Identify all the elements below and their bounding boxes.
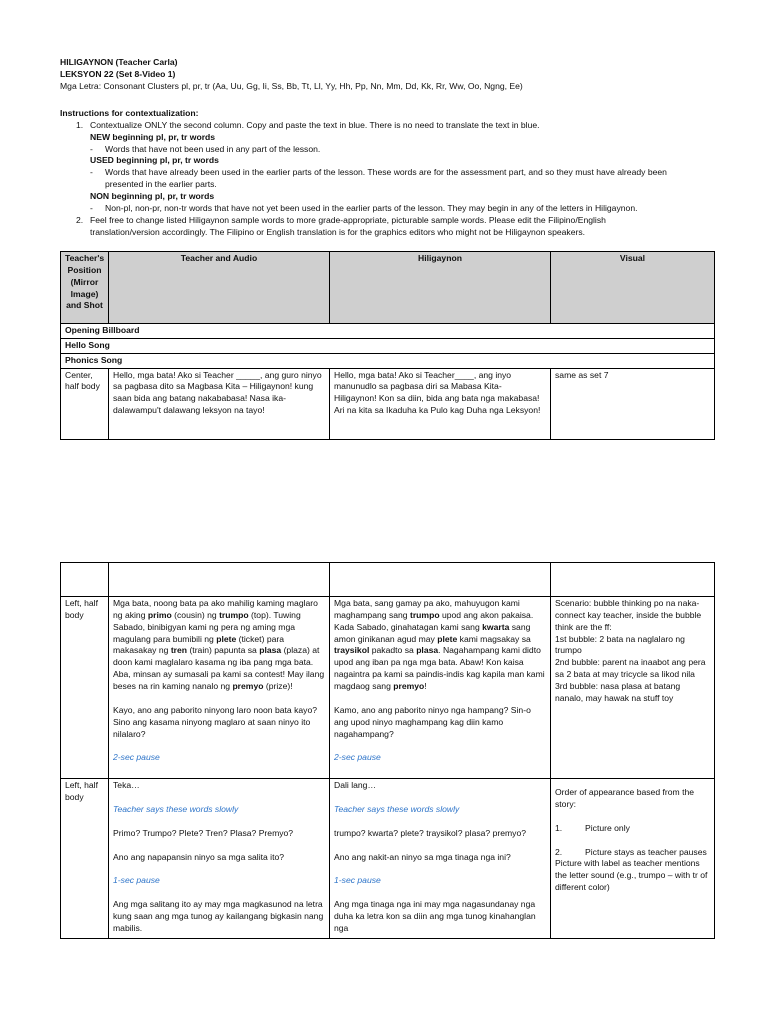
instruction-item-2-cont: translation/version accordingly. The Filipino or English translation is for the graphics editors who might not be Hiligaynon speakers. (90, 226, 586, 237)
col-header-visual: Visual (551, 252, 715, 324)
cell-hiligaynon: Hello, mga bata! Ako si Teacher____, ang inyo manunudlo sa pagbasa diri sa Mabasa Kita- Hiligaynon! Kon sa diin, bida ang bata nga makabasa! Ari na kita sa Ikaduha ka Pulo kag Duha nga Leksyon! (330, 368, 551, 439)
table-row (61, 338, 715, 353)
instruction-item-1: 1. Contextualize ONLY the second column. Copy and paste the text in blue. There is no need to translate the text in blue. (76, 119, 540, 130)
instruction-item-2: 2. Feel free to change listed Hiligaynon sample words to more grade-appropriate, picturable sample words. Please edit the Filipino/English (76, 214, 606, 225)
table-row (61, 368, 715, 439)
non-words-heading: NON beginning pl, pr, tr words (90, 191, 215, 202)
table-row (61, 324, 715, 339)
table-row (61, 353, 715, 368)
cell-position: Left, half body (61, 779, 109, 939)
table-row (61, 779, 715, 939)
cell-hiligaynon: Mga bata, sang gamay pa ako, mahuyugon kami maghampang sang trumpo upod ang akon pakaisa. Kada Sabado, ginahatagan kami sang kwarta sang amon ginikanan agud may plete kami magsakay sa traysikol pakadto sa plasa. Nagahampang kami didto upod ang iban pa nga mga bata. Abaw! Kon kaisa nagaintra pa kami sa paindis-indis kag kapila man kami magdaog sang premyo! Kamo, ano ang paborito ninyo nga hampang? Sin-o ang upod ninyo maghampang kag diin kamo nagahampang? 2-sec pause (330, 597, 551, 779)
instructions-title: Instructions for contextualization: (60, 108, 199, 118)
cell-audio: Mga bata, noong bata pa ako mahilig kaming maglaro ng aking primo (cousin) ng trumpo (top). Tuwing Sabado, binibigyan kami ng pera ng aming mga magulang para bumibili ng plete (ticket) para makasakay ng tren (train) papunta sa plasa (plaza) at doon kami maglalaro kasama ng iba pang mga bata. Aba, minsan ay sumasali pa kami sa contest! May ilang beses na rin kaming nanalo ng premyo (prize)! Kayo, ano ang paborito ninyong laro noon bata kayo? Sino ang kasama ninyong maglaro at saan ninyo ito nilalaro? 2-sec pause (109, 597, 330, 779)
cell-position: Center, half body (61, 368, 109, 439)
script-table-bottom (60, 562, 715, 939)
document-header (60, 57, 720, 93)
new-words-desc: - Words that have not been used in any part of the lesson. (90, 143, 321, 154)
col-header-position: Teacher's Position (Mirror Image) and Shot (61, 252, 109, 324)
cell-audio: Hello, mga bata! Ako si Teacher _____, ang guro ninyo sa pagbasa dito sa Magbasa Kita – Hiligaynon! kung saan bida ang batang nakababasa! Nasa ika-dalawampu't dalawang leksyon na tayo! (109, 368, 330, 439)
cell-hiligaynon: Dali lang… Teacher says these words slowly trumpo? kwarta? plete? traysikol? plasa? premyo? Ano ang nakit-an ninyo sa mga tinaga nga ini? 1-sec pause Ang mga tinaga nga ini may mga nagasundanay nga duha ka letra kon sa diin ang mga tunog kinahanglan nga (330, 779, 551, 939)
row-phonics-song: Phonics Song (61, 353, 715, 368)
cell-visual: Order of appearance based from the story: 1. Picture only 2. Picture stays as teacher pauses Picture with label as teacher mentions the letter sound (e.g., trumpo – with tr of different color) (551, 779, 715, 939)
cell-position: Left, half body (61, 597, 109, 779)
table-header-row (61, 252, 715, 324)
pause-note: 2-sec pause (113, 752, 160, 763)
cell-visual: same as set 7 (551, 368, 715, 439)
used-words-desc-cont: presented in the earlier parts. (105, 179, 217, 190)
row-opening-billboard: Opening Billboard (61, 324, 715, 339)
lesson-label: LEKSYON 22 (Set 8-Video 1) (60, 68, 176, 79)
new-words-heading: NEW beginning pl, pr, tr words (90, 131, 216, 142)
instructions (60, 108, 720, 238)
pause-note: 2-sec pause (334, 752, 381, 763)
table-row (61, 597, 715, 779)
col-header-audio: Teacher and Audio (109, 252, 330, 324)
col-header-hiligaynon: Hiligaynon (330, 252, 551, 324)
non-words-desc: - Non-pl, non-pr, non-tr words that have not yet been used in the earlier parts of the lesson. They may begin in any of the letters in Hiligaynon. (90, 202, 638, 213)
row-hello-song: Hello Song (61, 338, 715, 353)
letters-line: Mga Letra: Consonant Clusters pl, pr, tr (Aa, Uu, Gg, Ii, Ss, Bb, Tt, Ll, Yy, Hh, Pp, Nn, Mm, Dd, Kk, Rr, Ww, Oo, Ngng, Ee) (60, 80, 523, 91)
used-words-desc: - Words that have already been used in the earlier parts of the lesson. These words are for the assessment part, and so they must have already been (90, 167, 667, 178)
script-table-top (60, 251, 715, 440)
doc-title: HILIGAYNON (Teacher Carla) (60, 57, 178, 67)
cell-visual: Scenario: bubble thinking po na naka-connect kay teacher, inside the bubble think are the ff: 1st bubble: 2 bata na naglalaro ng trumpo 2nd bubble: parent na inaabot ang pera sa 2 bata at may tricycle sa likod nila 3rd bubble: nasa plasa at batang nanalo, may hawak na stuff toy (551, 597, 715, 779)
used-words-heading: USED beginning pl, pr, tr words (90, 155, 219, 166)
table-row-empty (61, 563, 715, 597)
cell-audio: Teka… Teacher says these words slowly Primo? Trumpo? Plete? Tren? Plasa? Premyo? Ano ang napapansin ninyo sa mga salita ito? 1-sec pause Ang mga salitang ito ay may mga magkasunod na letra kung saan ang mga tunog ay kailangang bigkasin nang mabilis. (109, 779, 330, 939)
